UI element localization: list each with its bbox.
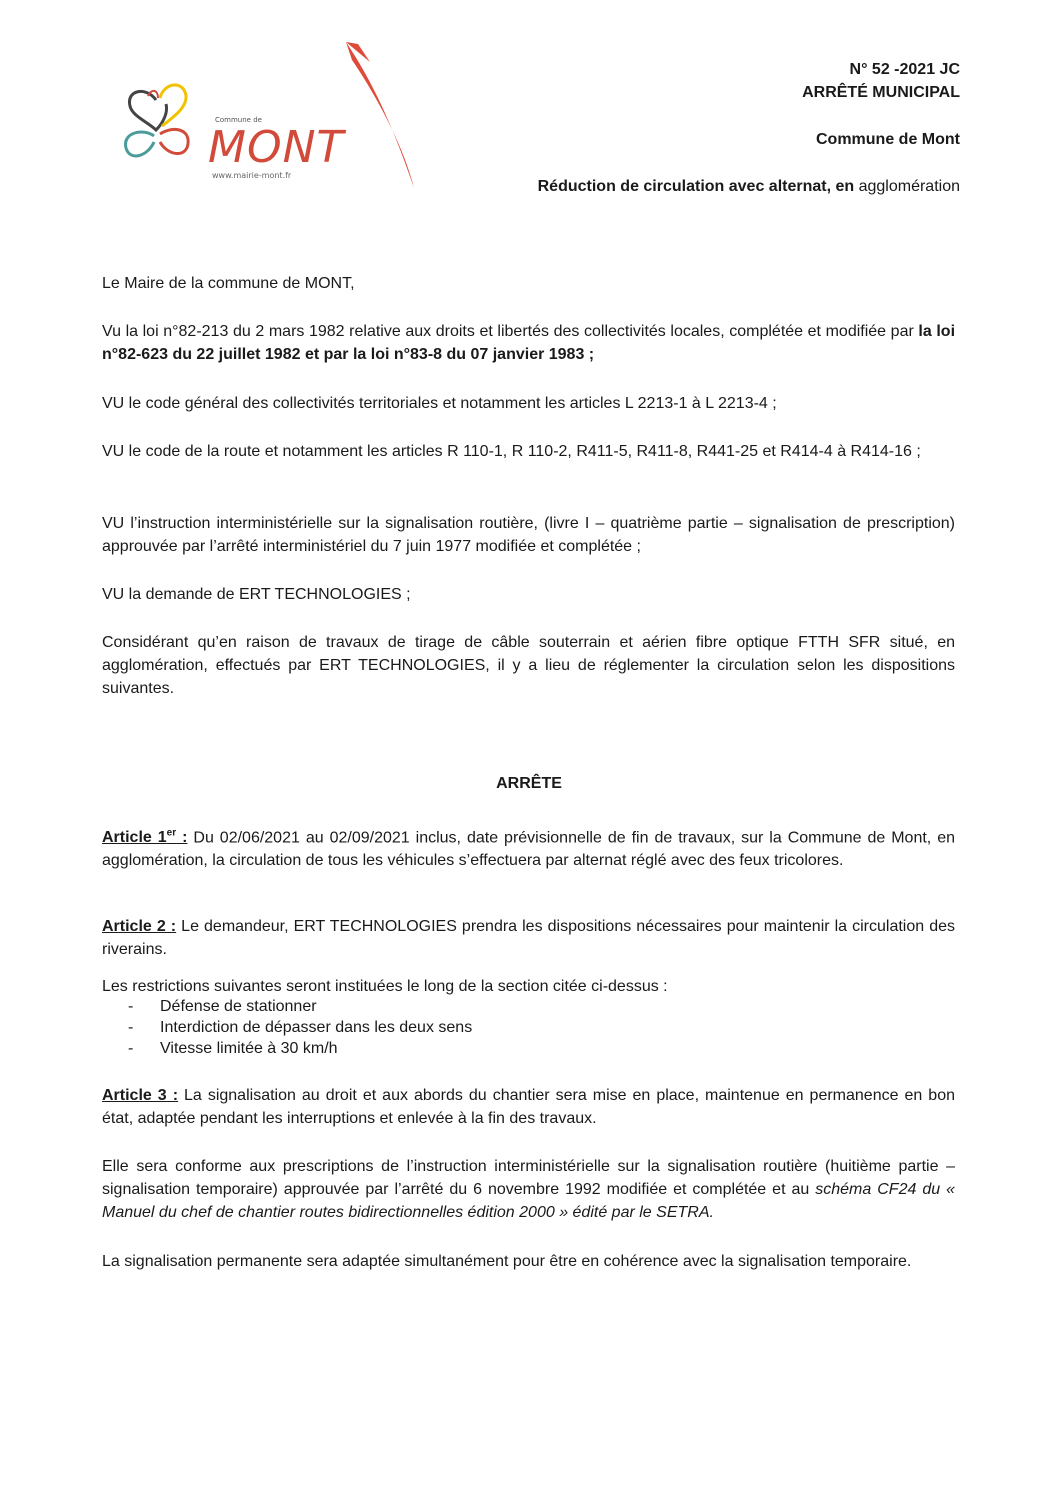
restriction-text: Interdiction de dépasser dans les deux sens <box>160 1019 473 1036</box>
article-3-label: Article 3 : <box>102 1087 179 1104</box>
vu-paragraph-3: VU le code de la route et notamment les articles R 110-1, R 110-2, R411-5, R411-8, R441-25 et R414-4 à R414-16 ; <box>102 443 921 460</box>
vu-paragraph-2: VU le code général des collectivités territoriales et notamment les articles L 2213-1 à L 2213-4 ; <box>102 395 777 412</box>
logo-wordmark: MONT <box>208 122 345 173</box>
vu-paragraph-1 <box>102 320 955 366</box>
article-2 <box>102 915 955 961</box>
conformity-plain: Elle sera conforme aux prescriptions de l’instruction interministérielle sur la signalisation routière (huitième partie – signalisation temporaire) approuvée par l’arrêté du 6 novembre 1992 modifiée et complétée et au <box>102 1158 955 1198</box>
article-1-label-colon: : <box>176 829 188 847</box>
list-item <box>128 1038 472 1059</box>
article-1-label-text: Article 1 <box>102 829 167 847</box>
article-2-label: Article 2 : <box>102 918 177 935</box>
conformity-paragraph <box>102 1155 955 1224</box>
restriction-text: Défense de stationner <box>160 998 317 1015</box>
list-dash: - <box>128 1040 134 1057</box>
commune-logo <box>108 38 448 198</box>
decree-subject-plain: agglomération <box>854 178 960 195</box>
restrictions-intro: Les restrictions suivantes seront instituées le long de la section citée ci-dessus : <box>102 978 668 995</box>
restriction-text: Vitesse limitée à 30 km/h <box>160 1040 338 1057</box>
article-2-text: Le demandeur, ERT TECHNOLOGIES prendra les dispositions nécessaires pour maintenir la circulation des riverains. <box>102 918 955 958</box>
article-3-text: La signalisation au droit et aux abords du chantier sera mise en place, maintenue en permanence en bon état, adaptée pendant les interruptions et enlevée à la fin des travaux. <box>102 1087 955 1127</box>
decree-subject <box>538 178 960 196</box>
permanent-signage-paragraph: La signalisation permanente sera adaptée simultanément pour être en cohérence avec la signalisation temporaire. <box>102 1253 912 1270</box>
vu-paragraph-4: VU l’instruction interministérielle sur la signalisation routière, (livre I – quatrième partie – signalisation de prescription) approuvée par l’arrêté interministériel du 7 juin 1977 modifiée et complétée ; <box>102 515 955 555</box>
conformity-italic: schéma CF24 du « Manuel du chef de chantier routes bidirectionnelles édition 2000 » édité par le SETRA. <box>102 1181 955 1221</box>
article-1 <box>102 822 955 872</box>
article-3 <box>102 1084 955 1130</box>
intro-line: Le Maire de la commune de MONT, <box>102 275 355 292</box>
logo-small-text: Commune de <box>215 116 262 124</box>
vu1-plain: Vu la loi n°82-213 du 2 mars 1982 relative aux droits et libertés des collectivités locales, complétée et modifiée par <box>102 323 919 340</box>
arrete-heading: ARRÊTE <box>496 775 562 792</box>
decree-type: ARRÊTÉ MUNICIPAL <box>802 84 960 101</box>
commune-name: Commune de Mont <box>816 131 960 148</box>
decree-number: N° 52 -2021 JC <box>849 61 960 78</box>
vu-paragraph-5: VU la demande de ERT TECHNOLOGIES ; <box>102 586 411 603</box>
article-1-label <box>102 829 187 846</box>
list-dash: - <box>128 1019 134 1036</box>
vu1-bold: la loi n°82-623 du 22 juillet 1982 et par la loi n°83-8 du 07 janvier 1983 ; <box>102 323 956 363</box>
decree-subject-bold: Réduction de circulation avec alternat, en <box>537 178 855 195</box>
restrictions-list <box>128 996 472 1059</box>
list-item <box>128 1017 472 1038</box>
logo-url: www.mairie-mont.fr <box>212 171 292 180</box>
article-1-label-sup: er <box>166 828 177 839</box>
considerant-paragraph: Considérant qu’en raison de travaux de tirage de câble souterrain et aérien fibre optique FTTH SFR situé, en agglomération, effectués par ERT TECHNOLOGIES, il y a lieu de réglementer la circulation selon les dispositions suivantes. <box>102 634 955 697</box>
list-dash: - <box>128 998 134 1015</box>
list-item <box>128 996 472 1017</box>
article-1-text: Du 02/06/2021 au 02/09/2021 inclus, date prévisionnelle de fin de travaux, sur la Commune de Mont, en agglomération, la circulation de tous les véhicules s’effectuera par alternat réglé avec des feux tricolores. <box>102 829 956 870</box>
